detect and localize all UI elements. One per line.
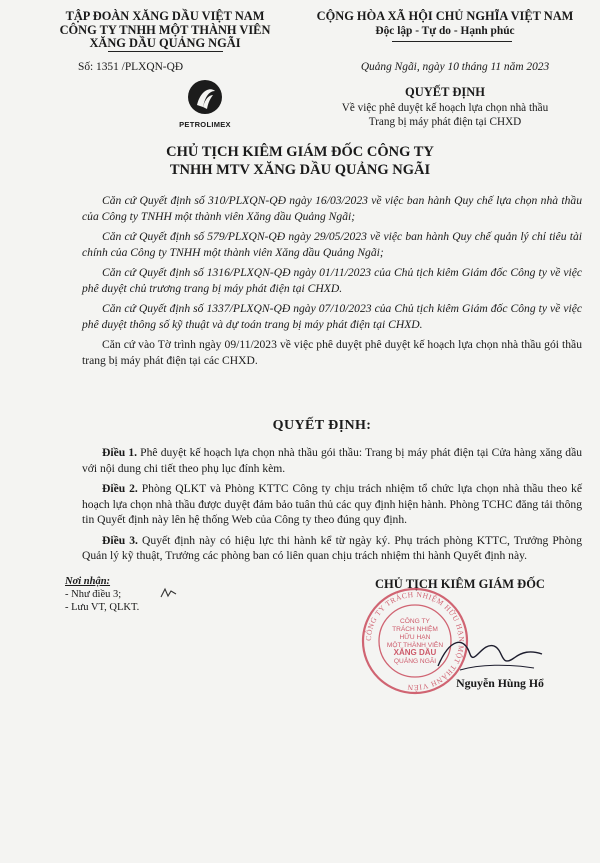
stamp-line: CÔNG TY xyxy=(400,618,430,625)
decision-subject xyxy=(300,101,590,129)
national-motto: Độc lập - Tự do - Hạnh phúc xyxy=(375,24,515,37)
article-text: Phê duyệt kế hoạch lựa chọn nhà thầu gói thầu: Trang bị máy phát điện tại Cửa hàng xăng dầu với nội dung chi tiết theo phụ lục đính kèm. xyxy=(82,446,583,475)
motto-underline xyxy=(392,41,512,42)
stamp-line: TRÁCH NHIỆM xyxy=(392,626,438,633)
decision-subject-line1: Về việc phê duyệt kế hoạch lựa chọn nhà thầu xyxy=(341,102,549,114)
authority-line2: TNHH MTV XĂNG DẦU QUẢNG NGÃI xyxy=(169,162,431,178)
article-text: Phòng QLKT và Phòng KTTC Công ty chịu trách nhiệm tổ chức lựa chọn nhà thầu theo kế hoạch lựa chọn nhà thầu được duyệt đảm bảo tuân thủ các quy định hiện hành. Phòng TCHC đăng tải thông tin Quyết định này lên hệ thống Web của Công ty theo đúng quy định. xyxy=(82,482,582,526)
decides-heading: QUYẾT ĐỊNH: xyxy=(272,418,372,433)
article-label: Điều 3. xyxy=(102,533,138,547)
parent-org-name: TẬP ĐOÀN XĂNG DẦU VIỆT NAM xyxy=(65,9,265,23)
article-label: Điều 1. xyxy=(102,446,138,459)
article-label: Điều 2. xyxy=(102,482,138,495)
article-text: Quyết định này có hiệu lực thi hành kể từ ngày ký. Phụ trách phòng KTTC, Trưởng Phòng Quản lý kỹ thuật, Trưởng các phòng ban có liên quan chịu trách nhiệm thi hành Quyết định này. xyxy=(82,533,582,562)
handwritten-signature-icon xyxy=(430,628,550,678)
issuing-authority xyxy=(60,143,540,179)
recipient-item: - Như điều 3; xyxy=(65,589,122,600)
organization-header xyxy=(40,10,290,51)
recipients-block xyxy=(65,575,139,614)
stamp-line: QUẢNG NGÃI xyxy=(393,658,437,665)
stamp-line: MỘT THÀNH VIÊN xyxy=(386,642,444,649)
article-3 xyxy=(82,533,582,564)
recipient-item: - Lưu VT, QLKT. xyxy=(65,602,140,613)
issue-date: Quảng Ngãi, ngày 10 tháng 11 năm 2023 xyxy=(360,61,550,73)
preamble-item: Căn cứ Quyết định số 310/PLXQN-QĐ ngày 16/03/2023 về việc ban hành Quy chế lựa chọn nhà thầu của Công ty TNHH một thành viên Xăng dầu Quảng Ngãi; xyxy=(82,194,582,223)
logo-wordmark: PETROLIMEX xyxy=(179,120,231,129)
signatory-name: Nguyễn Hùng Hổ xyxy=(456,676,544,690)
signatory-title: CHỦ TỊCH KIÊM GIÁM ĐỐC xyxy=(375,577,545,591)
company-name-line1: CÔNG TY TNHH MỘT THÀNH VIÊN xyxy=(59,22,271,37)
decision-subject-line2: Trang bị máy phát điện tại CHXD xyxy=(368,116,522,128)
document-number: Số: 1351 /PLXQN-QĐ xyxy=(78,61,184,73)
recipients-label: Nơi nhận: xyxy=(65,576,111,587)
authority-line1: CHỦ TỊCH KIÊM GIÁM ĐỐC CÔNG TY xyxy=(166,144,434,160)
preamble-item: Căn cứ Quyết định số 579/PLXQN-QĐ ngày 29/05/2023 về việc ban hành Quy chế quản lý chỉ tiêu tài chính của Công ty TNHH một thành viên Xăng dầu Quảng Ngãi; xyxy=(82,230,582,259)
articles xyxy=(82,445,582,569)
article-2 xyxy=(82,481,582,528)
header-underline xyxy=(108,51,223,52)
preamble-item: Căn cứ Quyết định số 1337/PLXQN-QĐ ngày 07/10/2023 của Chủ tịch kiêm Giám đốc Công ty về việc phê duyệt thông số kỹ thuật và dự toán trang bị máy phát điện tại CHXD. xyxy=(82,302,582,331)
country-name: CỘNG HÒA XÃ HỘI CHỦ NGHĨA VIỆT NAM xyxy=(316,9,574,23)
decision-title: QUYẾT ĐỊNH xyxy=(405,85,485,99)
svg-text:CÔNG TY TRÁCH NHIỆM HỮU HẠN MỘ: CÔNG TY TRÁCH NHIỆM HỮU HẠN MỘT THÀNH VIÊN xyxy=(363,589,467,693)
article-1 xyxy=(82,445,582,476)
preamble-item: Căn cứ vào Tờ trình ngày 09/11/2023 về việc phê duyệt phê duyệt kế hoạch lựa chọn nhà thầu gói thầu trang bị máy phát điện tại các CHXD. xyxy=(82,338,582,367)
preamble-item: Căn cứ Quyết định số 1316/PLXQN-QĐ ngày 01/11/2023 của Chủ tịch kiêm Giám đốc Công ty về việc phê duyệt chủ trương trang bị máy phát điện tại CHXD. xyxy=(82,266,582,295)
handwritten-mark-icon xyxy=(160,587,178,599)
preamble xyxy=(82,193,582,373)
stamp-line: HỮU HẠN xyxy=(399,634,431,641)
stamp-line: XĂNG DẦU xyxy=(393,648,437,657)
company-name-line2: XĂNG DẦU QUẢNG NGÃI xyxy=(89,36,241,50)
national-header xyxy=(300,10,590,38)
